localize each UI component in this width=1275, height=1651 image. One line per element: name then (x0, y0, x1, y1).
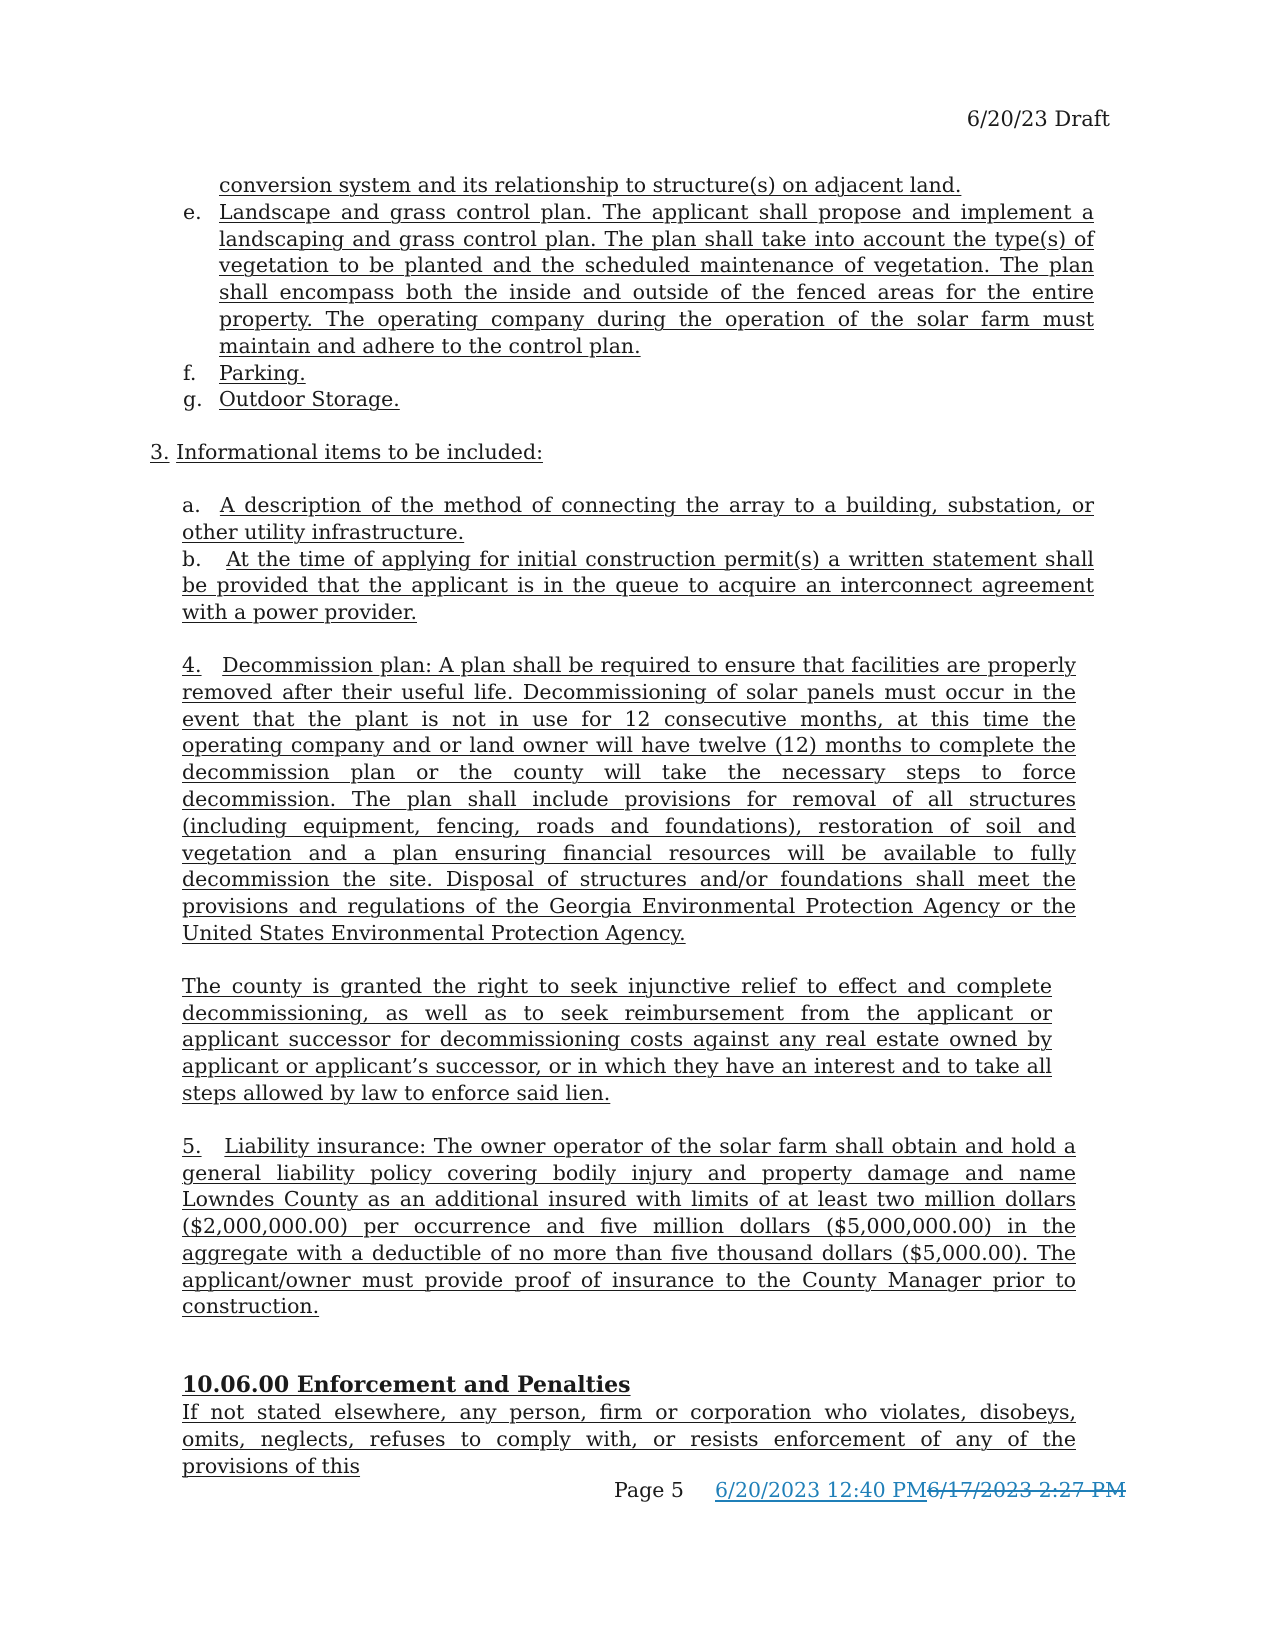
item-text: At the time of applying for initial construction permit(s) a written statement shall be provided that the applicant is in the queue to acquire an interconnect agreement with a power provider. (182, 546, 1094, 625)
section-3-item-a (182, 492, 1094, 546)
section-4-decommission (182, 652, 1076, 947)
list-item-f (183, 360, 1094, 387)
list-marker: e. (183, 199, 202, 224)
deleted-timestamp: 6/17/2023 2:27 PM (927, 1478, 1126, 1502)
revision-timestamps (715, 1478, 1126, 1502)
list-marker: g. (183, 387, 203, 412)
section-10-06-text (182, 1399, 1076, 1479)
list-item-text: Landscape and grass control plan. The applicant shall propose and implement a landscaping and grass control plan. The plan shall take into account the type(s) of vegetation to be planted and the scheduled maintenance of vegetation. The plan shall encompass both the inside and outside of the fenced areas for the entire property. The operating company during the operation of the solar farm must maintain and adhere to the control plan. (219, 199, 1094, 358)
page-number: Page 5 (614, 1478, 684, 1502)
section-marker: 3. (150, 440, 170, 465)
list-item-g (183, 386, 1094, 413)
list-item-e (183, 199, 1094, 360)
list-marker: f. (183, 360, 197, 385)
list-item-text: Outdoor Storage. (219, 387, 400, 412)
paragraph-text: The county is granted the right to seek injunctive relief to effect and complete decommissioning, as well as to seek reimbursement from the applicant or applicant successor for decommissioning costs against any real estate owned by applicant or applicant’s successor, or in which they have an interest and to take all steps allowed by law to enforce said lien. (182, 973, 1052, 1105)
section-marker: 5. (182, 1133, 202, 1158)
item-marker: b. (182, 546, 202, 571)
list-item-text: Parking. (219, 360, 306, 385)
section-5-liability (182, 1133, 1076, 1321)
section-text: Liability insurance: The owner operator of the solar farm shall obtain and hold a general liability policy covering bodily injury and property damage and name Lowndes County as an additional insured with limits of at least two million dollars ($2,000,000.00) per occurrence and five million dollars ($5,000,000.00) in the aggregate with a deductible of no more than five thousand dollars ($5,000.00). The applicant/owner must provide proof of insurance to the County Manager prior to construction. (182, 1133, 1076, 1319)
draft-date-label: 6/20/23 Draft (966, 107, 1110, 131)
document-body (0, 172, 1275, 1479)
section-heading-10-06: 10.06.00 Enforcement and Penalties (182, 1372, 631, 1399)
section-4-injunctive-relief (182, 973, 1052, 1107)
item-text: A description of the method of connecting the array to a building, substation, or other utility infrastructure. (182, 492, 1094, 544)
paragraph-text: If not stated elsewhere, any person, firm or corporation who violates, disobeys, omits, neglects, refuses to comply with, or resists enforcement of any of the provisions of this (182, 1400, 1076, 1478)
section-text: Decommission plan: A plan shall be required to ensure that facilities are properly removed after their useful life. Decommissioning of solar panels must occur in the event that the plant is not in use for 12 consecutive months, at this time the operating company and or land owner will have twelve (12) months to complete the decommission plan or the county will take the necessary steps to force decommission. The plan shall include provisions for removal of all structures (including equipment, fencing, roads and foundations), restoration of soil and vegetation and a plan ensuring financial resources will be available to fully decommission the site. Disposal of structures and/or foundations shall meet the provisions and regulations of the Georgia Environmental Protection Agency or the United States Environmental Protection Agency. (182, 652, 1076, 945)
new-timestamp: 6/20/2023 12:40 PM (715, 1478, 928, 1502)
section-marker: 4. (182, 652, 202, 677)
section-3-title (150, 439, 1062, 466)
list-item-d-continuation (219, 172, 1094, 199)
section-3-item-b (182, 546, 1094, 626)
list-item-d-text: conversion system and its relationship to structure(s) on adjacent land. (219, 173, 962, 197)
item-marker: a. (182, 492, 201, 517)
section-title: Informational items to be included: (176, 440, 543, 465)
